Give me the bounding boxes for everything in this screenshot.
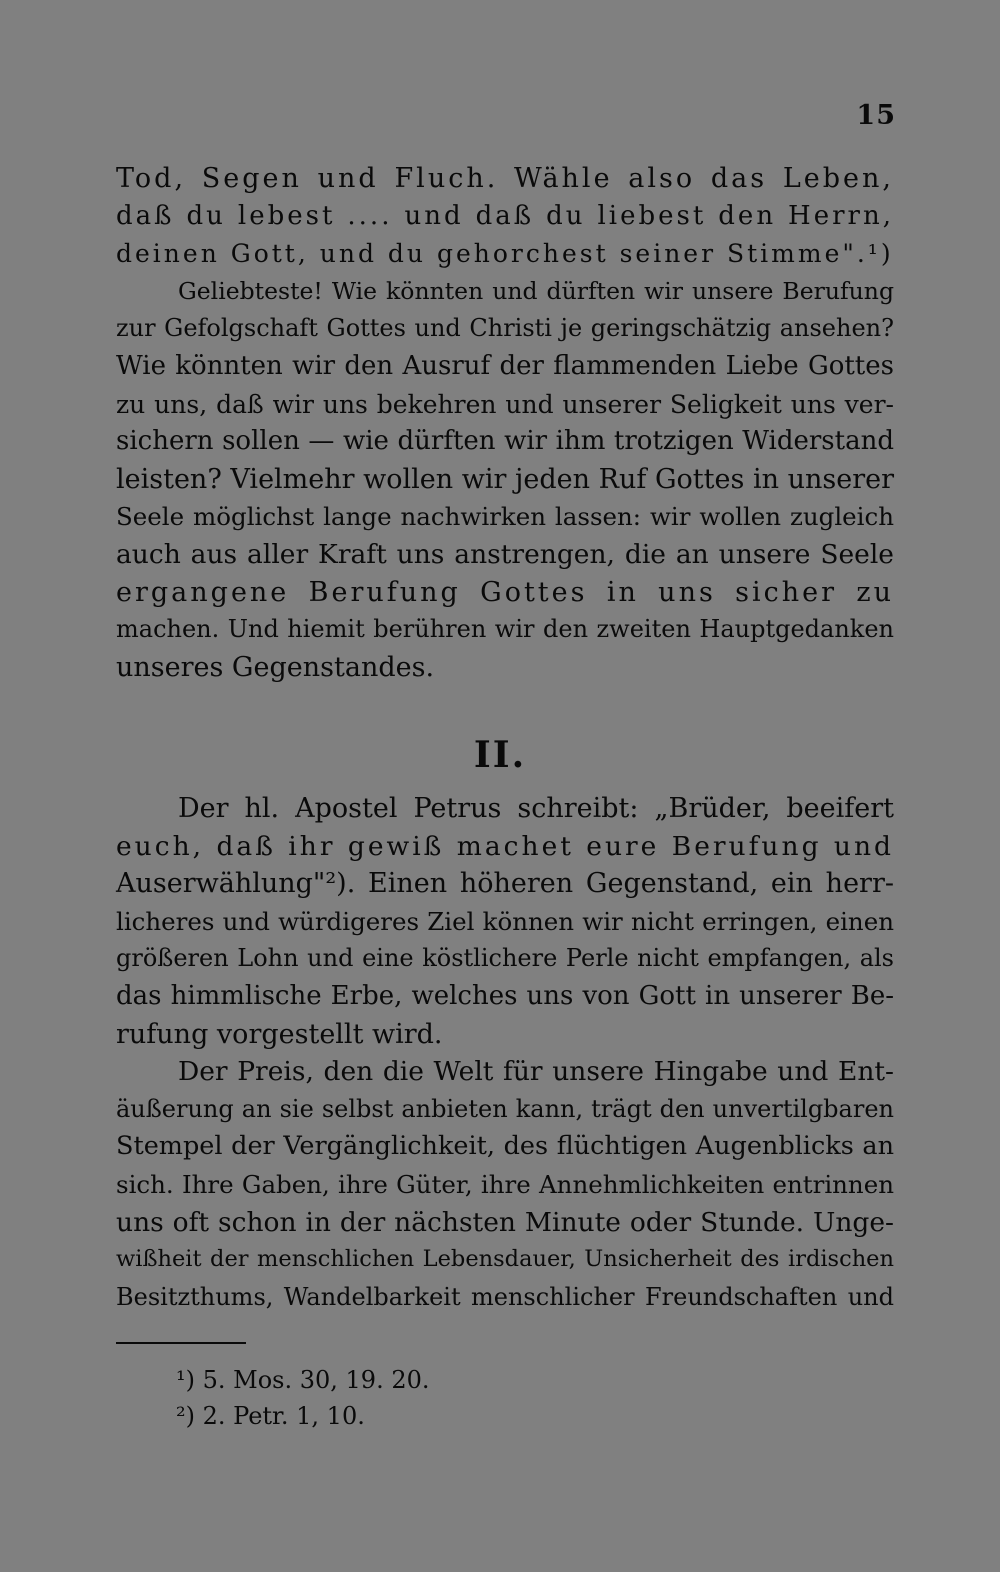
text-line: Geliebteste! Wie könnten und dürften wir unsere Berufung: [178, 276, 894, 305]
footnote-1: ¹) 5. Mos. 30, 19. 20.: [176, 1366, 430, 1394]
text-line: deinen Gott, und du gehorchest seiner Stimme".¹): [116, 239, 894, 269]
section-2-text: [116, 790, 894, 1316]
text-line: licheres und würdigeres Ziel können wir nicht erringen, einen: [116, 906, 894, 936]
text-line: euch, daß ihr gewiß machet eure Berufung und: [116, 830, 894, 862]
footnote-2: ²) 2. Petr. 1, 10.: [176, 1402, 365, 1430]
text-line: leisten? Vielmehr wollen wir jeden Ruf Gottes in unserer: [116, 463, 894, 495]
text-line: sichern sollen — wie dürften wir ihm trotzigen Widerstand: [116, 426, 894, 457]
text-line: Tod, Segen und Fluch. Wähle also das Leben,: [116, 163, 894, 194]
text-line: Auserwählung"²). Einen höheren Gegenstand, ein herr-: [116, 868, 894, 900]
text-line: äußerung an sie selbst anbieten kann, trägt den unvertilgbaren: [116, 1094, 894, 1123]
text-line: wißheit der menschlichen Lebensdauer, Unsicherheit des irdischen: [116, 1246, 894, 1273]
text-line: sich. Ihre Gaben, ihre Güter, ihre Annehmlichkeiten entrinnen: [116, 1169, 894, 1199]
text-line: uns oft schon in der nächsten Minute oder Stunde. Unge-: [116, 1206, 894, 1238]
text-line: auch aus aller Kraft uns anstrengen, die an unsere Seele: [116, 538, 894, 570]
text-line: größeren Lohn und eine köstlichere Perle nicht empfangen, als: [116, 944, 894, 973]
text-line: Der Preis, den die Welt für unsere Hingabe und Ent-: [178, 1056, 894, 1088]
text-line: machen. Und hiemit berühren wir den zweiten Hauptgedanken: [116, 615, 894, 644]
section-1-text: [116, 160, 894, 686]
text-line: Wie könnten wir den Ausruf der flammenden Liebe Gottes: [116, 350, 894, 381]
text-line: unseres Gegenstandes.: [116, 651, 435, 683]
section-heading: II.: [473, 734, 527, 776]
footnotes: [176, 1362, 430, 1434]
page-number: 15: [856, 100, 896, 131]
text-line: Der hl. Apostel Petrus schreibt: „Brüder, beeifert: [178, 793, 894, 824]
text-line: Stempel der Vergänglichkeit, des flüchtigen Augenblicks an: [116, 1131, 894, 1162]
text-line: das himmlische Erbe, welches uns von Gott in unserer Be-: [116, 980, 894, 1011]
text-line: zu uns, daß wir uns bekehren und unserer Seligkeit uns ver-: [116, 389, 894, 419]
text-line: rufung vorgestellt wird.: [116, 1018, 443, 1050]
text-line: ergangene Berufung Gottes in uns sicher zu: [116, 576, 894, 608]
text-line: daß du lebest .... und daß du liebest den Herrn,: [116, 200, 894, 231]
text-line: Seele möglichst lange nachwirken lassen: wir wollen zugleich: [116, 502, 894, 532]
footnote-rule: [116, 1342, 246, 1344]
text-line: zur Gefolgschaft Gottes und Christi je geringschätzig ansehen?: [116, 314, 894, 343]
text-line: Besitzthums, Wandelbarkeit menschlicher Freundschaften und: [116, 1282, 894, 1311]
